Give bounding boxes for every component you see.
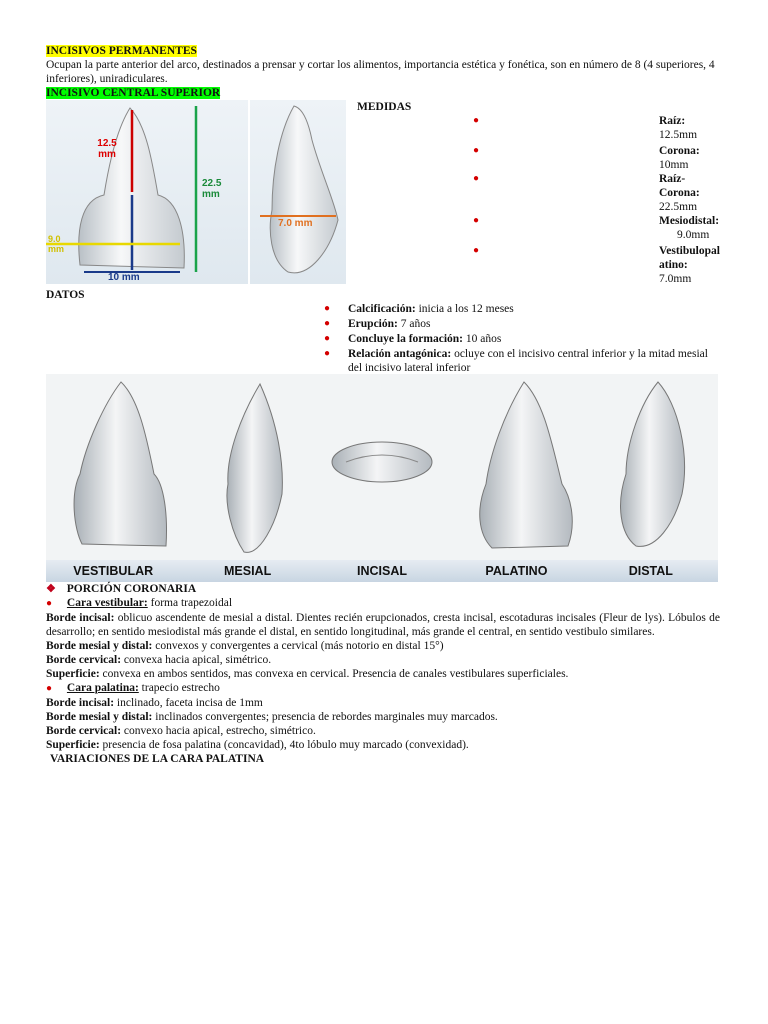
- dato-label: Concluye la formación:: [348, 333, 463, 345]
- bullet-icon: ●: [473, 145, 480, 156]
- vestibular-row: Borde cervical: convexa hacia apical, simétrico.: [46, 654, 272, 666]
- dato-text: 7 años: [397, 318, 431, 330]
- medida-label: Corona:: [659, 145, 700, 157]
- datos-list: [320, 302, 720, 375]
- vp-width-label: 7.0 mm: [278, 218, 313, 229]
- medida-item: [470, 114, 730, 144]
- heading: INCISIVOS PERMANENTES: [46, 45, 197, 57]
- dato-text: inicia a los 12 meses: [415, 303, 514, 315]
- tooth-side-illustration: [250, 100, 346, 284]
- medida-label: Mesiodistal:: [659, 215, 720, 227]
- view-label-incisal: INCISAL: [357, 564, 408, 578]
- datos-title: DATOS: [46, 289, 85, 301]
- view-label-mesial: MESIAL: [223, 564, 272, 578]
- palatina-row: Borde mesial y distal: inclinados convergentes; presencia de rebordes marginales muy marcados.: [46, 711, 498, 723]
- view-label-vestibular: VESTIBULAR: [73, 564, 154, 578]
- cara-vestibular: ● Cara vestibular: forma trapezoidal: [46, 597, 233, 609]
- views-label-bar: [46, 560, 718, 582]
- dato-item: [320, 347, 720, 375]
- bullet-icon: ●: [46, 598, 53, 609]
- subheading: INCISIVO CENTRAL SUPERIOR: [46, 87, 221, 99]
- bullet-icon: ●: [324, 318, 331, 329]
- medida-item: [470, 172, 730, 214]
- vestibular-row: Superficie: convexa en ambos sentidos, mas convexa en cervical. Presencia de canales vestibulares superficiales.: [46, 668, 569, 680]
- medida-label: Vestibulopalatino:: [659, 245, 720, 271]
- dato-item: [320, 332, 720, 346]
- bullet-icon: ●: [473, 215, 480, 226]
- crown-width-label: 10 mm: [108, 272, 140, 283]
- view-label-distal: DISTAL: [628, 564, 673, 578]
- bullet-icon: ●: [324, 333, 331, 344]
- dato-label: Relación antagónica:: [348, 348, 452, 360]
- vestibular-row: Borde incisal: oblicuo ascendente de mesial a distal. Dientes recién erupcionados, cresta incisal, escotaduras incisales (Fleur de lys). Lóbulos de desarrollo; en sentido mesiodistal más grande el distal, en sentido longitudinal, más grande el central, en sentido vestibulo similares.: [46, 612, 720, 638]
- bullet-icon: ●: [46, 683, 53, 694]
- tooth-views-figure: [46, 374, 718, 582]
- medida-value: 10mm: [659, 159, 689, 171]
- medida-value: 7.0mm: [659, 273, 692, 285]
- medida-value: 12.5mm: [659, 129, 698, 141]
- porcion-heading: ❖ PORCIÓN CORONARIA: [46, 583, 197, 595]
- palatina-row: Superficie: presencia de fosa palatina (concavidad), 4to lóbulo muy marcado (convexidad).: [46, 739, 469, 751]
- diamond-bullet-icon: ❖: [46, 583, 56, 595]
- variaciones-heading: VARIACIONES DE LA CARA PALATINA: [50, 753, 265, 765]
- dato-text: ocluye con el incisivo central inferior y la mitad mesial del incisivo lateral inferior: [348, 348, 708, 374]
- total-length-label: 22.5 mm: [202, 178, 222, 200]
- palatina-row: Borde cervical: convexo hacia apical, estrecho, simétrico.: [46, 725, 316, 737]
- medida-item: [470, 144, 730, 172]
- bullet-icon: ●: [473, 115, 480, 126]
- bullet-icon: ●: [473, 245, 480, 256]
- medida-value: 9.0mm: [677, 229, 710, 241]
- medida-item: [470, 244, 730, 288]
- dato-item: [320, 302, 720, 316]
- medida-value: 22.5mm: [659, 201, 698, 213]
- intro-paragraph: Ocupan la parte anterior del arco, destinados a prensar y cortar los alimentos, importancia estética y fonética, son en número de 8 (4 superiores, 4 inferiores), uniradiculares.: [46, 59, 715, 85]
- dato-label: Erupción:: [348, 318, 398, 330]
- medida-label: Raíz:: [659, 115, 686, 127]
- tooth-measure-figure-side: [250, 100, 346, 284]
- dato-item: [320, 317, 720, 331]
- bullet-icon: ●: [324, 348, 331, 359]
- bullet-icon: ●: [473, 173, 480, 184]
- body-text: [46, 582, 720, 766]
- palatina-row: Borde incisal: inclinado, faceta incisa de 1mm: [46, 697, 263, 709]
- tooth-views-illustration: [46, 374, 718, 560]
- dato-text: 10 años: [462, 333, 502, 345]
- view-label-palatino: PALATINO: [485, 564, 548, 578]
- tooth-measure-figure-front: [46, 100, 248, 284]
- dato-label: Calcificación:: [348, 303, 416, 315]
- root-length-label: 12.5 mm: [97, 138, 117, 160]
- medida-item: [470, 214, 730, 244]
- cara-palatina: ● Cara palatina: trapecio estrecho: [46, 682, 220, 694]
- side-width-label: 9.0 mm: [48, 234, 65, 254]
- medidas-title: MEDIDAS: [357, 101, 412, 113]
- vestibular-row: Borde mesial y distal: convexos y convergentes a cervical (más notorio en distal 15°): [46, 640, 444, 652]
- medida-label: Raíz-Corona:: [659, 173, 700, 199]
- bullet-icon: ●: [324, 303, 331, 314]
